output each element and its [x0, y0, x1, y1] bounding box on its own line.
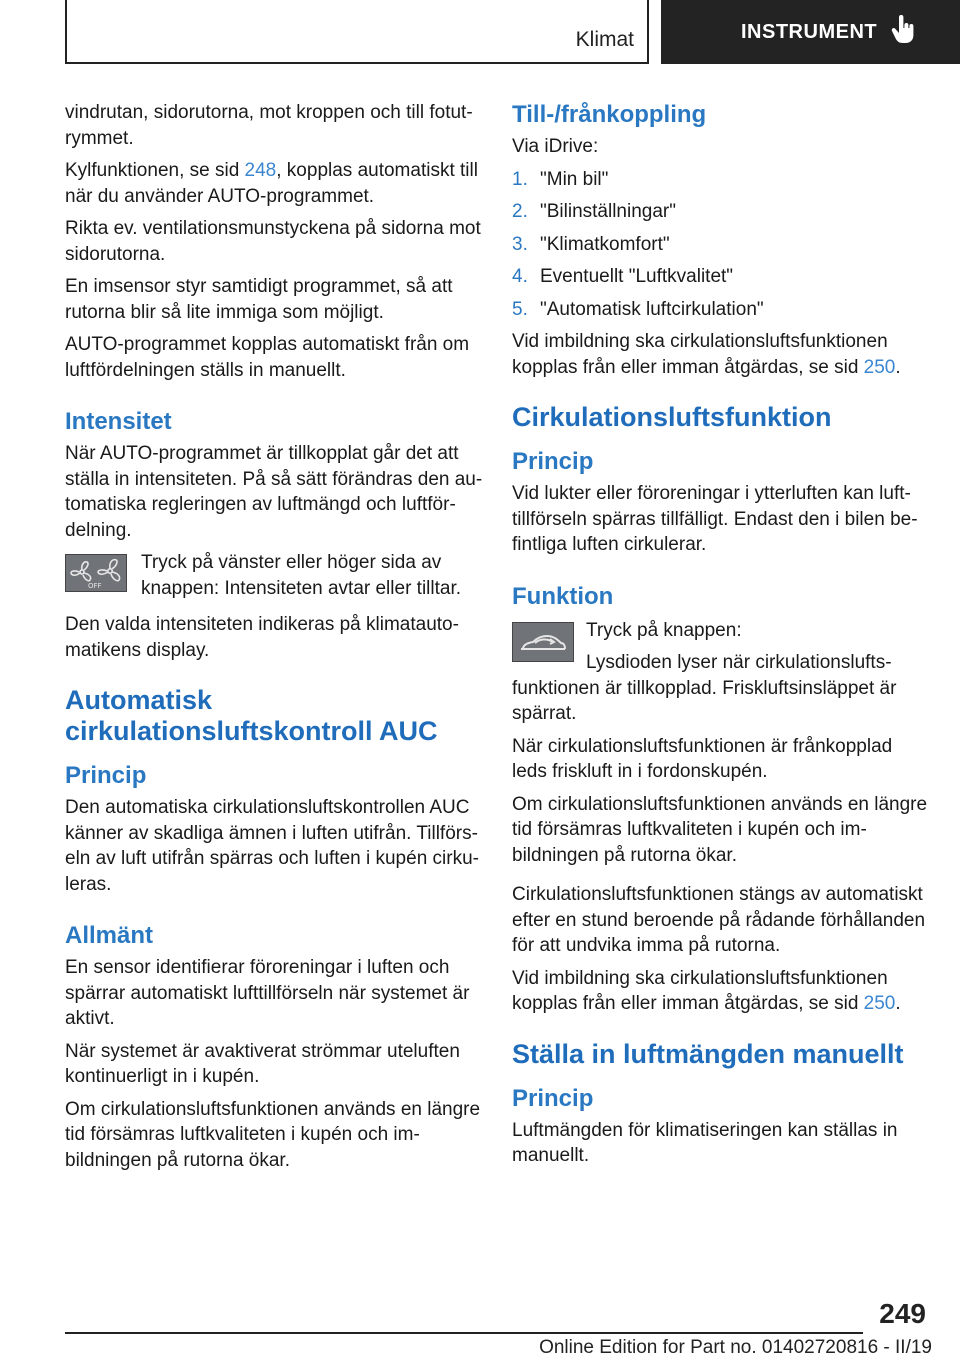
list-item: [512, 264, 930, 290]
footer-divider: [65, 1332, 863, 1334]
paragraph: En imsensor styr samtidigt programmet, så att rutorna blir så lite immiga som möjligt.: [65, 276, 453, 323]
step-text: "Automatisk luftcirkulation": [540, 298, 764, 320]
section-heading: Princip: [512, 1084, 594, 1112]
list-item: [512, 167, 930, 193]
paragraph: Lysdioden lyser när cirkulationsluftsfunktionen är tillkopplad. Friskluftsinsläppet är spärrat.: [512, 652, 897, 724]
left-column: [65, 100, 483, 1180]
text: .: [895, 356, 901, 378]
step-number: 3.: [512, 233, 528, 255]
list-item: [512, 297, 930, 323]
list-item: [512, 199, 930, 225]
header-section-title: Klimat: [575, 28, 634, 51]
paragraph: Om cirkulationsluftsfunktionen används en längre tid försämras luftkvaliteten i kupén och imbildningen på rutorna ökar.: [65, 1098, 481, 1171]
step-number: 4.: [512, 266, 528, 287]
paragraph: [512, 329, 930, 380]
header-chapter-tab: [661, 0, 960, 64]
step-number: 5.: [512, 298, 528, 320]
hand-pointer-icon: [891, 15, 917, 50]
header-section-box: [65, 0, 649, 64]
step-number: 1.: [512, 168, 528, 190]
paragraph: När systemet är avaktiverat strömmar uteluften kontinuerligt in i kupén.: [65, 1040, 460, 1087]
recirculation-button-icon: [512, 622, 574, 662]
paragraph: Rikta ev. ventilationsmunstyckena på sidorna mot sidorutorna.: [65, 218, 481, 265]
paragraph: Tryck på knappen:: [586, 619, 742, 641]
page-link[interactable]: 248: [244, 160, 277, 181]
text: Vid imbildning ska cirkulationsluftsfunktionen kopplas från eller imman åtgärdas, se sid: [512, 331, 888, 378]
paragraph: Vid lukter eller föroreningar i ytterluften kan lufttillförseln spärras tillfälligt. Endast den i bilen befintliga luften cirkulerar.: [512, 483, 918, 555]
section-heading: Allmänt: [65, 922, 154, 949]
section-heading: Automatisk cirkulationsluftskontroll AUC: [65, 685, 438, 746]
paragraph: AUTO-programmet kopplas automatiskt från om luftfördelningen ställs in manuellt.: [65, 334, 470, 381]
section-heading: Intensitet: [65, 408, 172, 435]
list-item: [512, 232, 930, 258]
text: Kylfunktionen, se sid: [65, 160, 245, 181]
paragraph: Luftmängden för klimatiseringen kan ställas in manuellt.: [512, 1119, 898, 1166]
section-heading: Princip: [65, 762, 147, 789]
step-text: "Min bil": [540, 168, 609, 190]
right-column: [512, 100, 930, 1176]
paragraph: Cirkulationsluftsfunktionen stängs av automatiskt efter en stund beroende på rådande förhållanden för att undvika imma på rutorna.: [512, 884, 926, 956]
paragraph: Den valda intensiteten indikeras på klimatautomatikens display.: [65, 614, 459, 661]
paragraph: En sensor identifierar föroreningar i luften och spärrar automatiskt lufttillförseln när systemet är aktivt.: [65, 957, 470, 1029]
fan-off-button-icon: [65, 554, 127, 592]
header-chapter-title: INSTRUMENT: [741, 20, 878, 43]
page-number: 249: [879, 1298, 926, 1329]
section-heading: Cirkulationsluftsfunktion: [512, 402, 832, 432]
section-heading: Princip: [512, 448, 594, 475]
steps-list: [512, 167, 930, 323]
step-text: Eventuellt "Luftkvalitet": [540, 266, 734, 287]
text: Vid imbildning ska cirkulationsluftsfunktionen kopplas från eller imman åtgärdas, se sid: [512, 967, 888, 1014]
button-instruction: [512, 618, 930, 734]
step-text: "Bilinställningar": [540, 201, 676, 222]
paragraph: När cirkulationsluftsfunktionen är frånkopplad leds friskluft in i fordonskupén.: [512, 735, 893, 782]
paragraph: [512, 966, 930, 1017]
paragraph: vindrutan, sidorutorna, mot kroppen och till fotutrymmet.: [65, 102, 473, 149]
step-text: "Klimatkomfort": [540, 233, 670, 255]
paragraph: När AUTO-programmet är tillkopplat går det att ställa in intensiteten. På så sätt förändras den automatiska regleringen av luftmängd och luftfördelning.: [65, 443, 483, 541]
svg-text:OFF: OFF: [88, 582, 102, 590]
paragraph: Via iDrive:: [512, 136, 599, 157]
paragraph: Om cirkulationsluftsfunktionen används en längre tid försämras luftkvaliteten i kupén och imbildningen på rutorna ökar.: [512, 793, 928, 866]
section-heading: Ställa in luftmängden manuellt: [512, 1038, 904, 1069]
paragraph: Den automatiska cirkulationsluftskontrollen AUC känner av skadliga ämnen i luften utifrån. Tillförseln av luft utifrån spärras och luften i kupén cirkuleras.: [65, 797, 479, 895]
section-heading: Funktion: [512, 582, 614, 610]
button-instruction: [65, 550, 483, 608]
page-link[interactable]: 250: [863, 993, 896, 1014]
text: .: [895, 993, 901, 1014]
text: , kopplas automatiskt till när du använder AUTO-programmet.: [65, 160, 478, 207]
paragraph: [65, 158, 483, 209]
page-link[interactable]: 250: [863, 356, 896, 378]
footer-edition: Online Edition for Part no. 01402720816 - II/19: [539, 1337, 932, 1358]
button-instruction-text: Tryck på vänster eller höger sida av knappen: Intensiteten avtar eller tilltar.: [141, 552, 462, 599]
step-number: 2.: [512, 201, 528, 222]
section-heading: Till-/frånkoppling: [512, 101, 707, 128]
